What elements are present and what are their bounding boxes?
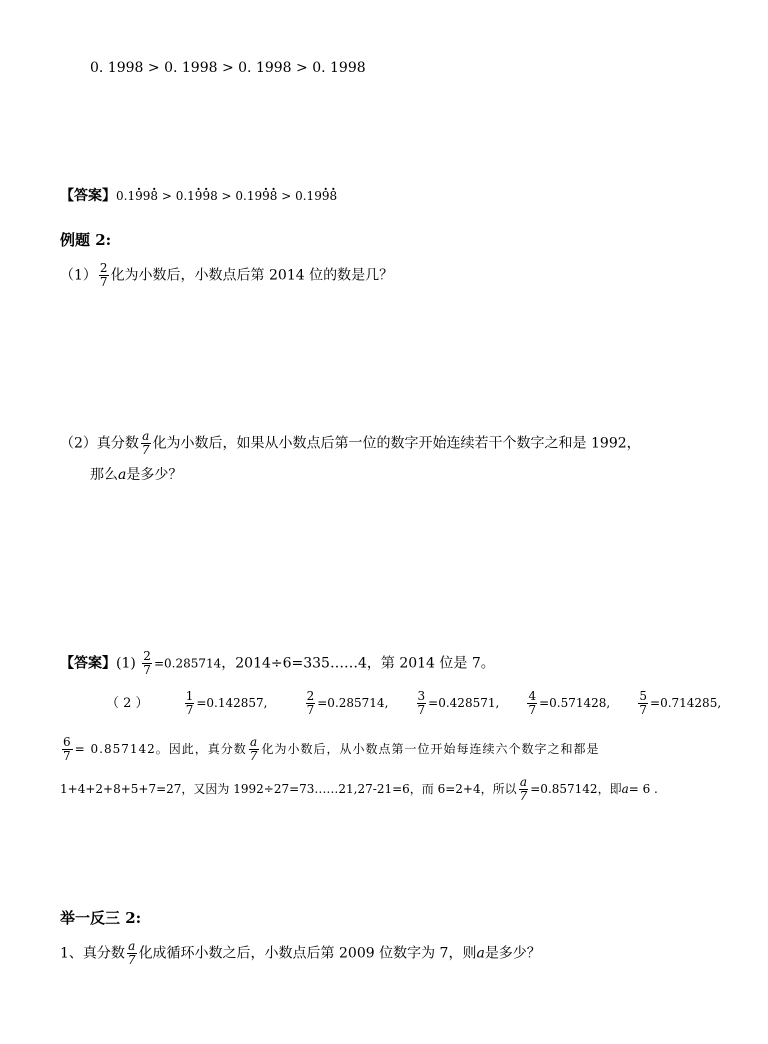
- q2-prefix: （2）真分数: [60, 435, 139, 452]
- decimal-value: =0.285714,: [317, 696, 389, 710]
- fraction-denominator: 7: [639, 703, 648, 717]
- fraction: [417, 690, 427, 717]
- q2-line2-a: 那么: [90, 467, 118, 483]
- practice-2-title: 举一反三 2:: [60, 909, 142, 927]
- example-2-question-1: [60, 262, 393, 289]
- example-2-title: 例题 2:: [60, 231, 112, 249]
- fraction-numerator: 4: [528, 689, 537, 703]
- comparison-text: 0. 1998 > 0. 1998 > 0. 1998 > 0. 1998: [90, 60, 366, 76]
- answer-1-part: > 0.1: [277, 189, 315, 203]
- example-2-question-2: [60, 430, 641, 457]
- practice-q1-text-b: 是多少？: [484, 945, 541, 962]
- q1-fraction: [99, 262, 109, 289]
- variable-a: a: [476, 945, 485, 962]
- fraction: [527, 690, 537, 717]
- decimal-value: =0.857142: [530, 782, 598, 796]
- fraction: [249, 736, 260, 763]
- fraction-denominator: 7: [249, 749, 259, 763]
- decimal-value: =0.571428,: [539, 696, 611, 710]
- fraction: [519, 776, 529, 803]
- fraction-denominator: 7: [519, 789, 528, 803]
- answer-1-part: . 9: [202, 186, 210, 206]
- q2-text: 化为小数后，如果从小数点后第一位的数字开始连续若干个数字之和是 1992，: [152, 435, 641, 452]
- line-3-text-b: 化为小数后，从小数点第一位开始每连续六个数字之和都是: [261, 742, 600, 756]
- fraction: [62, 736, 73, 763]
- answer-tag: 【答案】: [60, 655, 116, 672]
- answer-1-part: 9: [314, 189, 322, 203]
- q2-line2-b: 是多少？: [126, 467, 183, 483]
- answer-1-part: 9: [142, 189, 151, 203]
- answer-2-line-3: [60, 736, 599, 763]
- part-2-prefix: （ 2 ）: [106, 696, 149, 711]
- answer-1-part: 0.1: [116, 189, 136, 203]
- fraction-numerator: 2: [99, 261, 108, 275]
- decimal-value: =0.285714: [153, 656, 222, 671]
- fraction: [306, 690, 316, 717]
- fraction-numerator: 3: [417, 689, 426, 703]
- fraction-item: [525, 689, 611, 717]
- fraction-item: [183, 689, 268, 717]
- answer-2-line-4: [60, 776, 658, 803]
- fraction-numerator: 2: [143, 649, 151, 663]
- fraction-numerator: a: [519, 775, 527, 789]
- decimal-value: =0.428571,: [428, 696, 500, 710]
- answer-1-part: > 0.1: [217, 189, 255, 203]
- fraction-numerator: 2: [306, 689, 315, 703]
- fraction-denominator: 7: [99, 275, 108, 289]
- answer-1-part: . 8: [150, 186, 158, 206]
- answer-1-part: 8: [210, 189, 218, 203]
- part-1-rest: ，2014÷6=335……4，第 2014 位是 7。: [221, 655, 495, 672]
- answer-1-part: . 9: [262, 186, 270, 206]
- fraction-numerator: a: [250, 735, 259, 749]
- answer-tag: 【答案】: [60, 188, 116, 204]
- line-4-text-a: 1+4+2+8+5+7=27，又因为 1992÷27=73……21,27-21=6，而 6=2+4，所以: [60, 782, 517, 796]
- decimal-value: =0.142857,: [196, 696, 268, 710]
- fraction-numerator: 1: [185, 689, 194, 703]
- practice-q1-text-a: 化成循环小数之后，小数点后第 2009 位数字为 7，则: [138, 945, 477, 962]
- q1-text: 化为小数后，小数点后第 2014 位的数是几？: [110, 267, 394, 284]
- decimal-value: =0.714285,: [650, 696, 722, 710]
- answer-1-part: . 8: [329, 186, 337, 206]
- line-4-text-c: = 6 .: [628, 782, 658, 796]
- variable-a: a: [621, 782, 629, 796]
- fraction: [185, 690, 195, 717]
- fraction-denominator: 7: [63, 749, 72, 763]
- fraction-item: [415, 689, 500, 717]
- fraction-denominator: 7: [143, 663, 151, 677]
- answer-2-fraction: [142, 650, 152, 677]
- fraction-numerator: 5: [639, 689, 648, 703]
- line-3-text-a: 。因此，真分数: [155, 742, 247, 756]
- example-2-question-2-line-2: [90, 465, 182, 485]
- answer-1-line: [60, 186, 337, 206]
- variable-a: a: [118, 467, 127, 483]
- practice-q1-prefix: 1、真分数: [60, 945, 125, 962]
- answer-1-part: . 9: [135, 186, 143, 206]
- fraction-numerator: 6: [63, 735, 72, 749]
- fraction-item: [636, 689, 722, 717]
- answer-1-expression: [116, 189, 337, 203]
- answer-1-part: . 9: [322, 186, 330, 206]
- fraction-numerator: a: [128, 939, 136, 953]
- fraction-denominator: 7: [141, 443, 150, 457]
- answer-1-part: . 9: [195, 186, 203, 206]
- fraction-denominator: 7: [528, 703, 537, 717]
- answer-1-part: > 0.1: [158, 189, 195, 203]
- fraction-denominator: 7: [127, 953, 136, 967]
- line-4-text-b: ，即: [597, 782, 622, 796]
- fraction-denominator: 7: [185, 703, 194, 717]
- practice-2-question-1: [60, 940, 541, 967]
- fraction-numerator: a: [142, 429, 150, 443]
- answer-1-part: 9: [254, 189, 263, 203]
- fraction-denominator: 7: [306, 703, 315, 717]
- q1-prefix: （1）: [60, 267, 97, 284]
- fraction: [638, 690, 648, 717]
- answer-1-part: . 8: [270, 186, 278, 206]
- fraction-item: [304, 689, 389, 717]
- part-1-prefix: (1): [116, 655, 136, 672]
- fraction: [127, 940, 137, 967]
- q2-fraction: [141, 430, 151, 457]
- fraction-denominator: 7: [417, 703, 426, 717]
- decimal-value: = 0.857142: [74, 742, 156, 756]
- answer-2-line-2: [106, 690, 721, 717]
- answer-2-line-1: [60, 650, 495, 677]
- comparison-line: [90, 58, 366, 78]
